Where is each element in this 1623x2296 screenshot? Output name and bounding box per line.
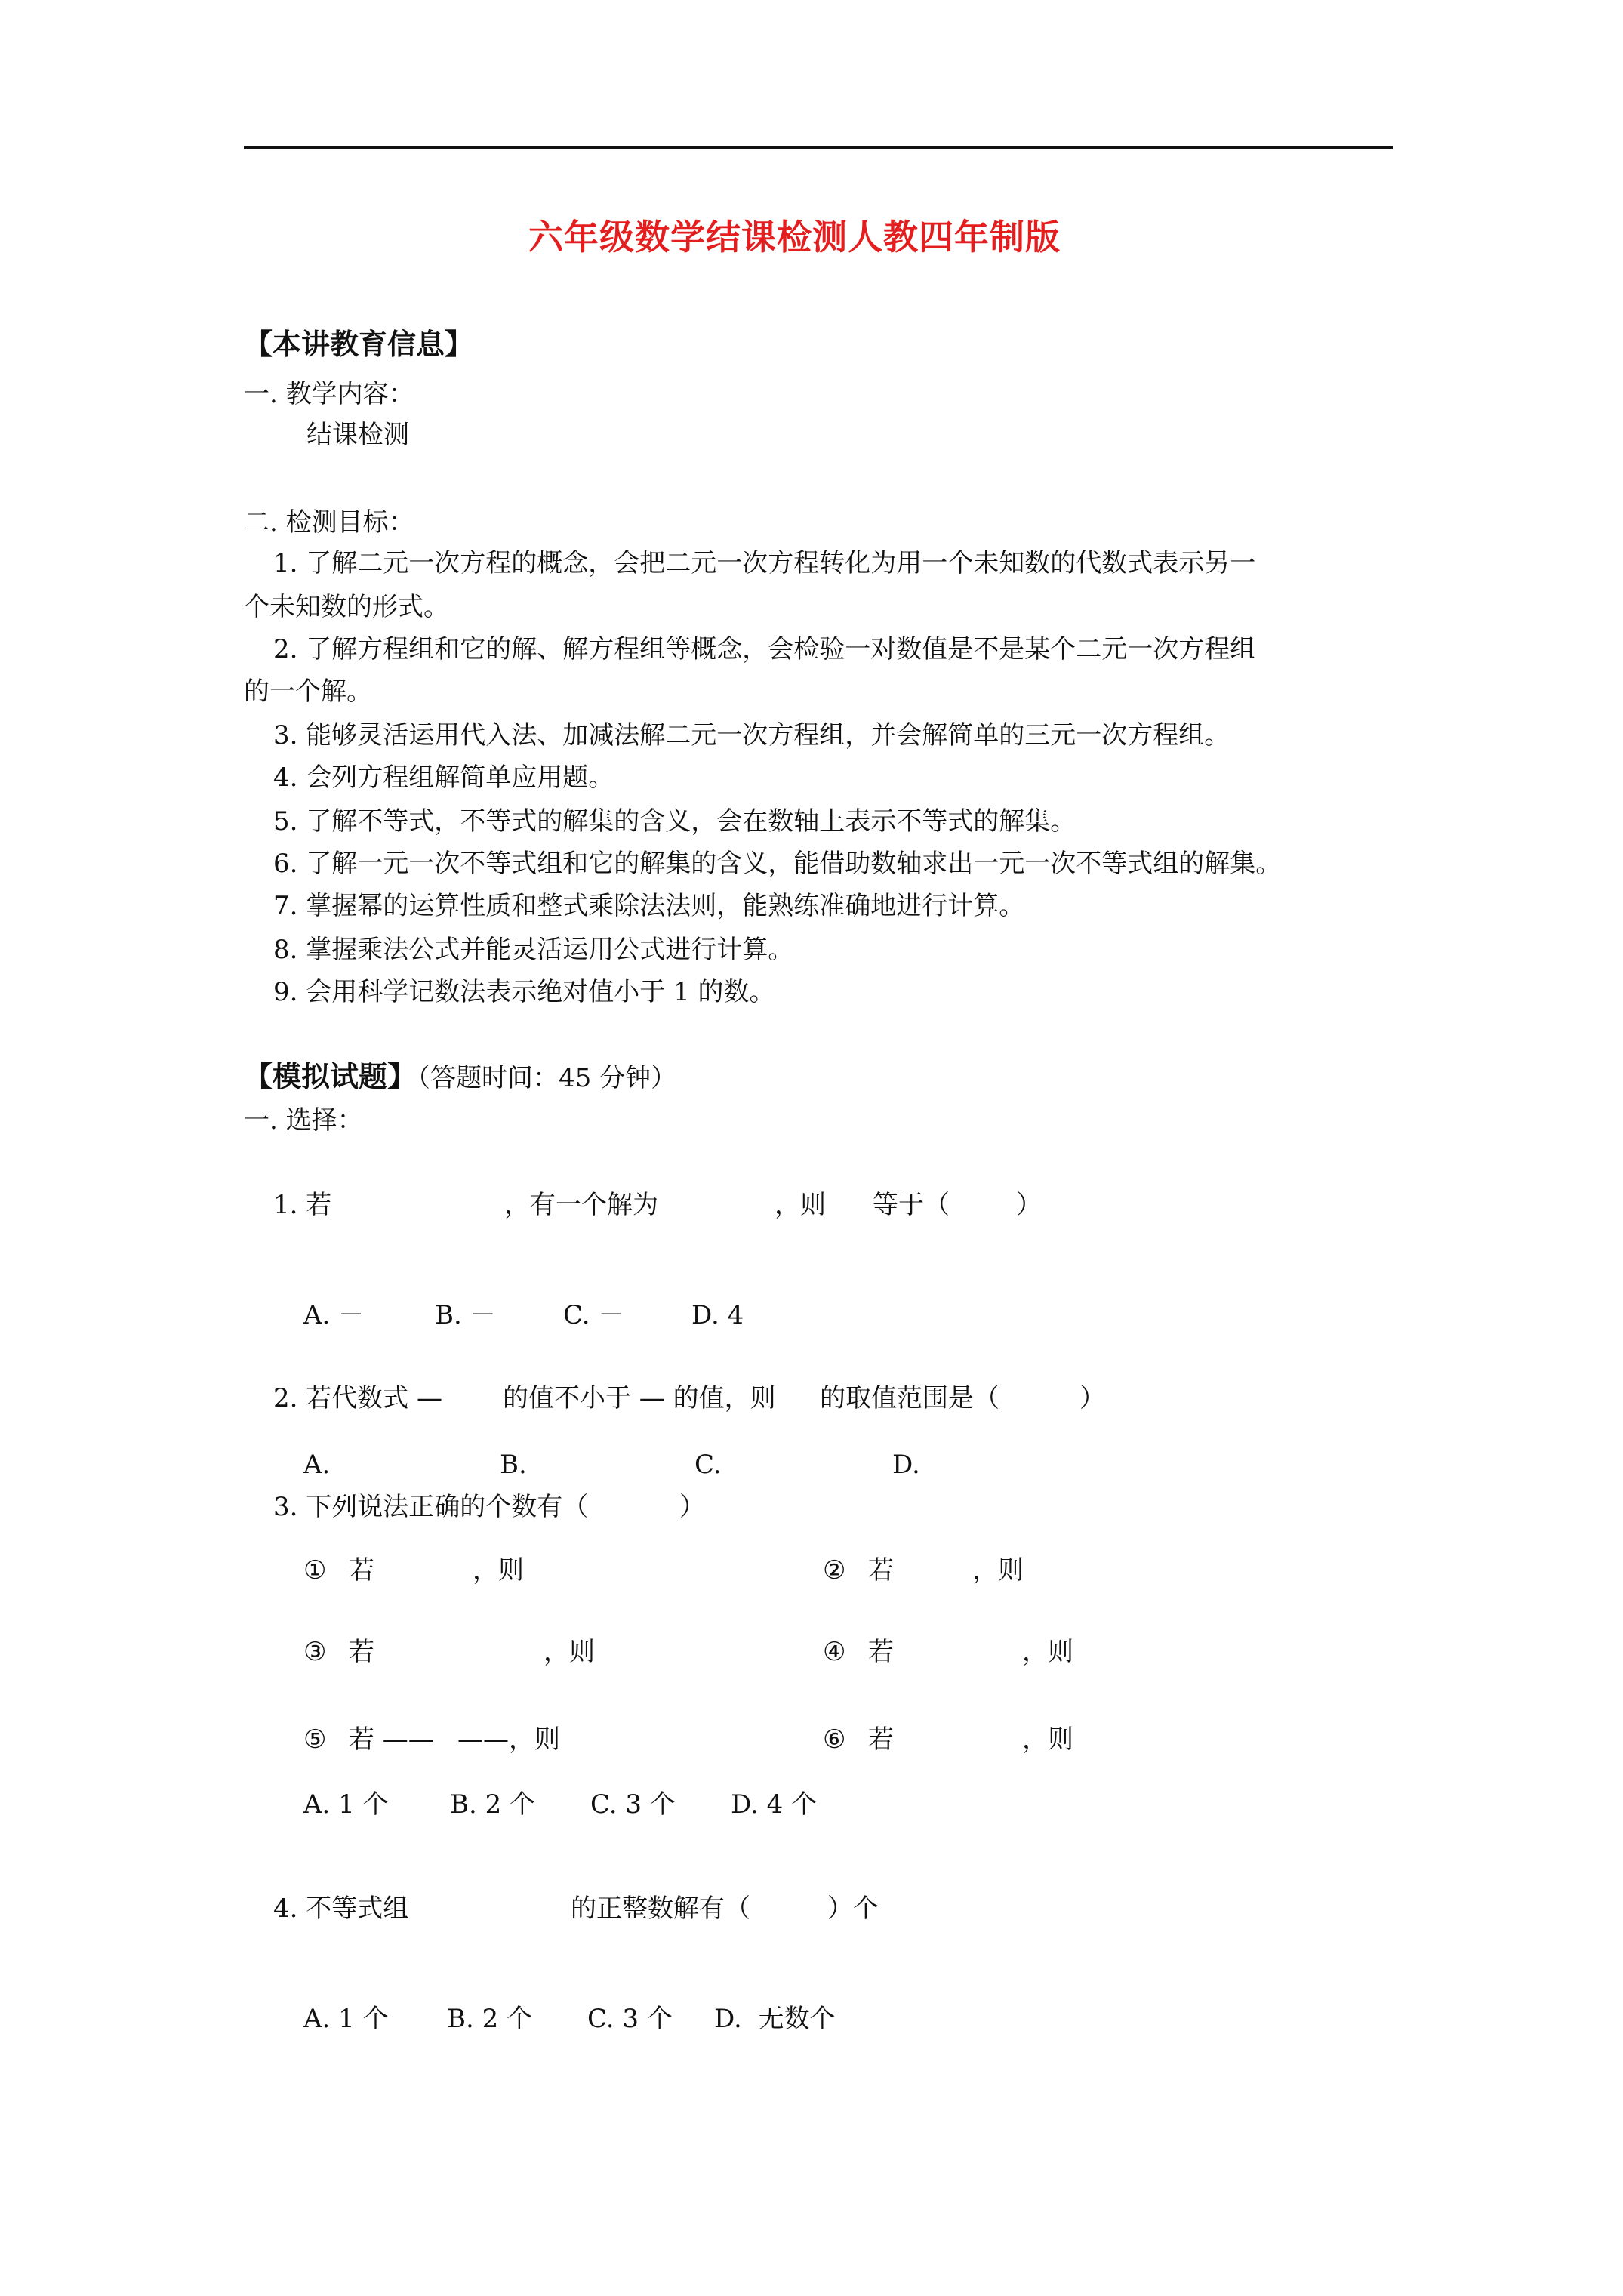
q1-part: ，则 <box>775 1190 826 1220</box>
q4-option: B. 2 个 <box>447 2004 533 2034</box>
document-title: 六年级数学结课检测人教四年制版 <box>528 217 1061 257</box>
q1-option: B. － <box>435 1300 496 1330</box>
goals-label: 二. 检测目标： <box>244 507 414 538</box>
q3-stem-end: ） <box>679 1492 705 1522</box>
q1-option: A. － <box>303 1300 365 1330</box>
q1-part: ） <box>1016 1190 1042 1220</box>
q2-option: A. <box>303 1450 331 1480</box>
q2-part: 的值不小于 — 的值，则 <box>503 1383 776 1413</box>
q1-part: ，有一个解为 <box>504 1190 658 1220</box>
q4-part: 的正整数解有（ <box>571 1894 750 1924</box>
goal-line: 4. 会列方程组解简单应用题。 <box>273 763 614 793</box>
q3-item-text: ，则 <box>1022 1637 1073 1667</box>
q4-option: A. 1 个 <box>303 2004 389 2034</box>
q1-part: 1. 若 <box>273 1190 332 1220</box>
q2-part: 的取值范围是（ <box>820 1383 999 1413</box>
q3-item-text: 若 <box>349 1637 374 1667</box>
goal-line: 1. 了解二元一次方程的概念，会把二元一次方程转化为用一个未知数的代数式表示另一 <box>273 548 1256 578</box>
q3-item-text: ，则 <box>972 1555 1024 1586</box>
q3-item-num: ⑥ <box>823 1724 846 1755</box>
section1-label: 一. 选择： <box>244 1105 363 1136</box>
goal-line: 7. 掌握幂的运算性质和整式乘除法法则，能熟练准确地进行计算。 <box>273 891 1025 921</box>
q3-item-num: ④ <box>823 1637 846 1667</box>
goal-line: 5. 了解不等式，不等式的解集的含义，会在数轴上表示不等式的解集。 <box>273 806 1076 837</box>
q3-option: A. 1 个 <box>303 1789 389 1820</box>
goal-line: 8. 掌握乘法公式并能灵活运用公式进行计算。 <box>273 935 794 965</box>
q3-item-text: ——，则 <box>457 1724 560 1755</box>
q4-part: 4. 不等式组 <box>273 1894 409 1924</box>
q1-part: 等于（ <box>873 1190 950 1220</box>
q3-stem: 3. 下列说法正确的个数有（ <box>273 1492 589 1522</box>
goal-line: 2. 了解方程组和它的解、解方程组等概念，会检验一对数值是不是某个二元一次方程组 <box>273 634 1256 664</box>
q2-part: ） <box>1079 1383 1105 1413</box>
q2-option: D. <box>892 1450 920 1480</box>
q3-option: D. 4 个 <box>731 1789 818 1820</box>
q4-part: ）个 <box>827 1894 879 1924</box>
q2-option: C. <box>694 1450 722 1480</box>
goal-line: 9. 会用科学记数法表示绝对值小于 1 的数。 <box>273 977 775 1007</box>
q2-option: B. <box>500 1450 527 1480</box>
q2-part: 2. 若代数式 — <box>273 1383 443 1413</box>
q3-item-text: ，则 <box>473 1555 524 1586</box>
header-rule <box>244 146 1393 149</box>
q4-option: C. 3 个 <box>587 2004 673 2034</box>
q3-item-text: 若 <box>868 1637 894 1667</box>
content-value: 结课检测 <box>306 420 409 450</box>
q3-item-text: 若 <box>868 1724 894 1755</box>
q3-option: C. 3 个 <box>590 1789 676 1820</box>
goal-line: 个未知数的形式。 <box>244 592 449 622</box>
q3-item-text: 若 <box>868 1555 894 1586</box>
goal-line: 6. 了解一元一次不等式组和它的解集的含义，能借助数轴求出一元一次不等式组的解集。 <box>273 849 1282 879</box>
exam-time-note: （答题时间：45 分钟） <box>405 1063 677 1093</box>
q4-option: D. 无数个 <box>714 2004 836 2034</box>
goal-line: 3. 能够灵活运用代入法、加减法解二元一次方程组，并会解简单的三元一次方程组。 <box>273 720 1230 750</box>
q3-item-num: ⑤ <box>303 1724 327 1755</box>
exam-heading: 【模拟试题】 <box>244 1059 417 1093</box>
goal-line: 的一个解。 <box>244 676 372 707</box>
q3-item-text: ，则 <box>544 1637 595 1667</box>
q3-item-num: ② <box>823 1555 846 1586</box>
q3-item-num: ③ <box>303 1637 327 1667</box>
q3-item-text: 若 —— <box>349 1724 434 1755</box>
content-label: 一. 教学内容： <box>244 379 414 409</box>
info-heading: 【本讲教育信息】 <box>244 327 474 361</box>
q1-option: D. 4 <box>691 1300 744 1330</box>
q3-item-num: ① <box>303 1555 327 1586</box>
q3-item-text: 若 <box>349 1555 374 1586</box>
q1-option: C. － <box>563 1300 624 1330</box>
q3-item-text: ，则 <box>1022 1724 1073 1755</box>
q3-option: B. 2 个 <box>450 1789 536 1820</box>
